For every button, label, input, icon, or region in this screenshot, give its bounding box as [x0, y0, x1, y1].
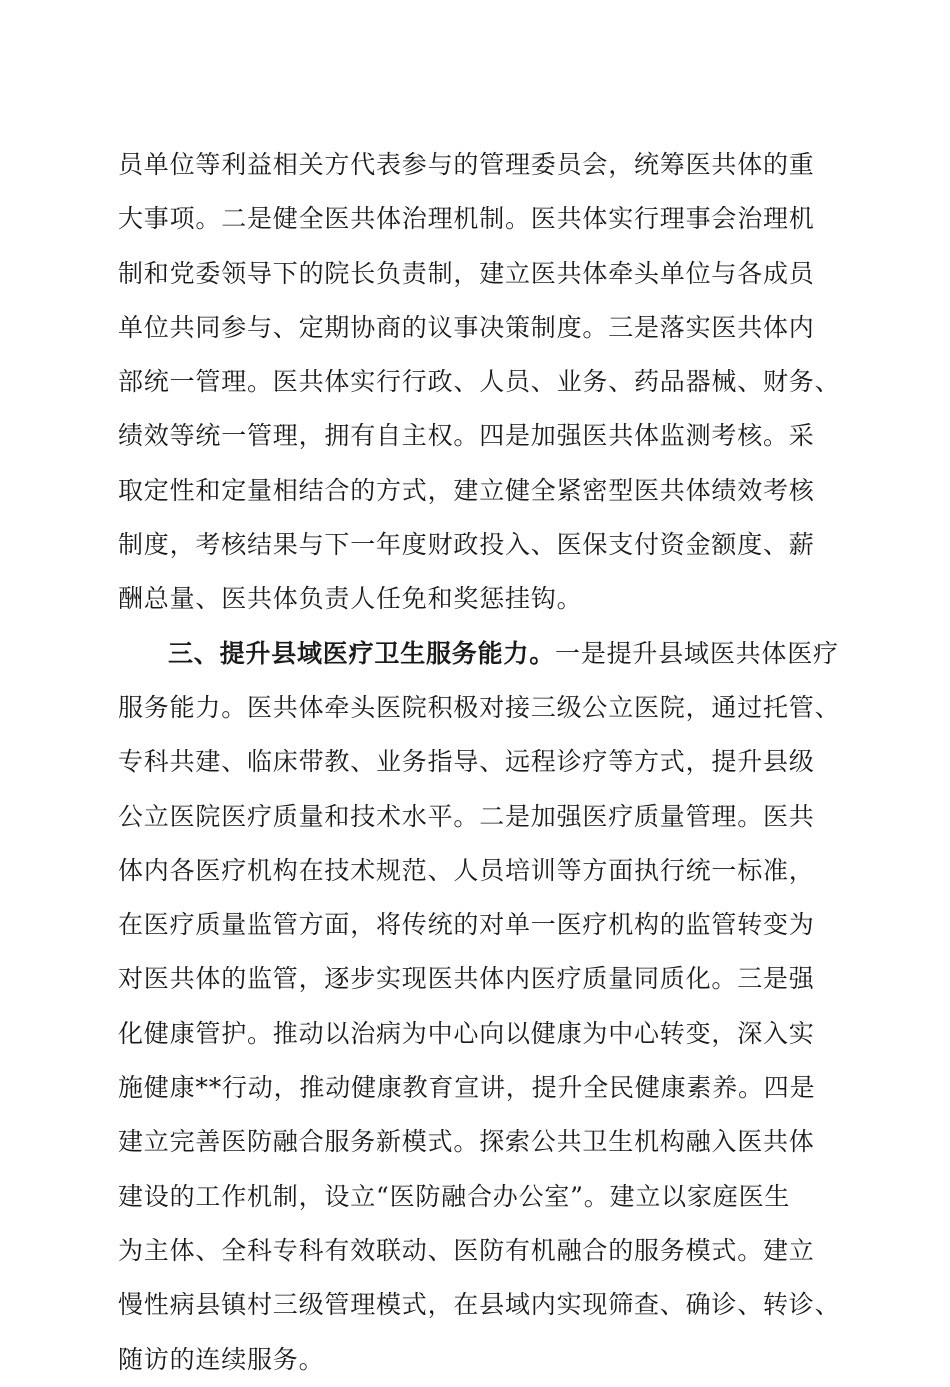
- text-line: 体内各医疗机构在技术规范、人员培训等方面执行统一标准，: [118, 855, 815, 885]
- text-line: 对医共体的监管，逐步实现医共体内医疗质量同质化。三是强: [118, 964, 815, 994]
- paragraph-section-3: [118, 627, 858, 1387]
- text-line: 单位共同参与、定期协商的议事决策制度。三是落实医共体内: [118, 312, 815, 342]
- text-line: 慢性病县镇村三级管理模式，在县域内实现筛查、确诊、转诊、: [118, 1290, 841, 1320]
- text-line: 制度，考核结果与下一年度财政投入、医保支付资金额度、薪: [118, 530, 815, 560]
- text-line: 制和党委领导下的院长负责制，建立医共体牵头单位与各成员: [118, 258, 815, 288]
- section-heading-line: [118, 627, 858, 681]
- text-line: 施健康**行动，推动健康教育宣讲，提升全民健康素养。四是: [118, 1073, 816, 1103]
- text-line: 建设的工作机制，设立“医防融合办公室”。建立以家庭医生: [118, 1181, 791, 1211]
- text-line: 大事项。二是健全医共体治理机制。医共体实行理事会治理机: [118, 204, 815, 234]
- text-line: 专科共建、临床带教、业务指导、远程诊疗等方式，提升县级: [118, 747, 815, 777]
- text-line: 绩效等统一管理，拥有自主权。四是加强医共体监测考核。采: [118, 421, 815, 451]
- body-text: [118, 138, 858, 1387]
- section-heading: 三、提升县域医疗卫生服务能力。: [168, 638, 556, 668]
- text-line: 取定性和定量相结合的方式，建立健全紧密型医共体绩效考核: [118, 475, 815, 505]
- text-line: 为主体、全科专科有效联动、医防有机融合的服务模式。建立: [118, 1235, 815, 1265]
- text-line: 服务能力。医共体牵头医院积极对接三级公立医院，通过托管、: [118, 692, 841, 722]
- text-line: 建立完善医防融合服务新模式。探索公共卫生机构融入医共体: [118, 1127, 815, 1157]
- text-line: 部统一管理。医共体实行行政、人员、业务、药品器械、财务、: [118, 367, 841, 397]
- text-line: 在医疗质量监管方面，将传统的对单一医疗机构的监管转变为: [118, 910, 815, 940]
- text-line: 酬总量、医共体负责人任免和奖惩挂钩。: [118, 584, 583, 614]
- text-line: 公立医院医疗质量和技术水平。二是加强医疗质量管理。医共: [118, 801, 815, 831]
- text-line: 员单位等利益相关方代表参与的管理委员会，统筹医共体的重: [118, 150, 815, 179]
- text-line-rest: 一是提升县域医共体医疗: [555, 638, 839, 668]
- text-line: 随访的连续服务。: [118, 1344, 325, 1374]
- paragraph-governance: [118, 138, 858, 627]
- text-line: 化健康管护。推动以治病为中心向以健康为中心转变，深入实: [118, 1018, 815, 1048]
